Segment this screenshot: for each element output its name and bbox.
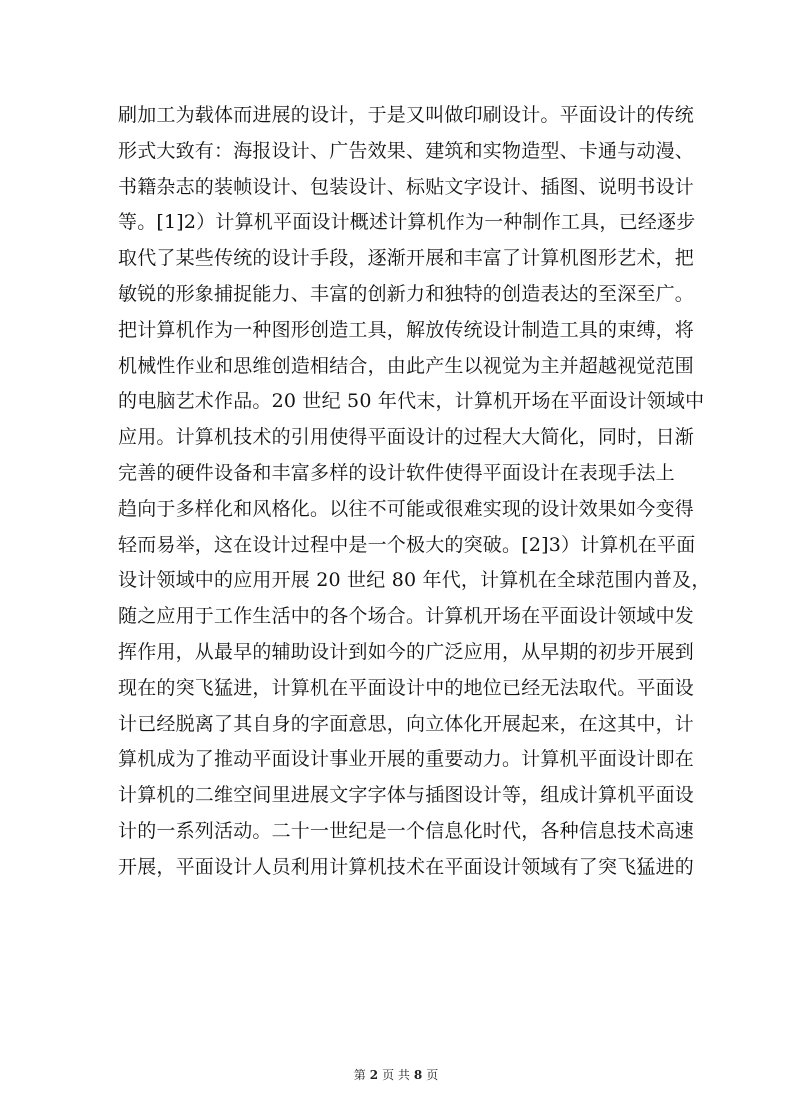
text-line: 书籍杂志的装帧设计、包装设计、标贴文字设计、插图、说明书设计 (118, 175, 695, 198)
text-line: 计的一系列活动。二十一世纪是一个信息化时代，各种信息技术高速 (118, 819, 695, 842)
body-text (118, 98, 711, 886)
text-line: 挥作用，从最早的辅助设计到如今的广泛应用，从早期的初步开展到 (118, 640, 695, 663)
text-line: 趋向于多样化和风格化。以往不可能或很难实现的设计效果如今变得 (118, 497, 695, 520)
page-label-prefix: 第 (353, 1068, 366, 1082)
text-line: 机械性作业和思维创造相结合，由此产生以视觉为主并超越视觉范围 (118, 354, 695, 377)
text-line: 把计算机作为一种图形创造工具，解放传统设计制造工具的束缚，将 (118, 318, 695, 341)
page-footer (0, 1066, 792, 1083)
text-line: 的电脑艺术作品。20 世纪 50 年代末，计算机开场在平面设计领域中 (118, 390, 705, 413)
text-line: 现在的突飞猛进，计算机在平面设计中的地位已经无法取代。平面设 (118, 676, 695, 699)
text-line: 等。[1]2）计算机平面设计概述计算机作为一种制作工具，已经逐步 (118, 211, 696, 234)
text-line: 计已经脱离了其自身的字面意思，向立体化开展起来，在这其中，计 (118, 712, 695, 735)
text-line: 设计领域中的应用开展 20 世纪 80 年代，计算机在全球范围内普及， (118, 569, 711, 592)
text-line: 应用。计算机技术的引用使得平面设计的过程大大简化，同时，日渐 (118, 426, 695, 449)
current-page-number: 2 (369, 1068, 379, 1082)
text-line: 完善的硬件设备和丰富多样的设计软件使得平面设计在表现手法上 (118, 461, 675, 484)
text-line: 取代了某些传统的设计手段，逐渐开展和丰富了计算机图形艺术，把 (118, 247, 695, 270)
page-label-mid: 页 共 (382, 1068, 410, 1082)
text-line: 轻而易举，这在设计过程中是一个极大的突破。[2]3）计算机在平面 (118, 533, 696, 556)
text-line: 计算机的二维空间里进展文字字体与插图设计等，组成计算机平面设 (118, 784, 695, 807)
text-line: 算机成为了推动平面设计事业开展的重要动力。计算机平面设计即在 (118, 748, 695, 771)
text-line: 刷加工为载体而进展的设计，于是又叫做印刷设计。平面设计的传统 (118, 104, 695, 126)
page-label-suffix: 页 (426, 1068, 439, 1082)
text-line: 敏锐的形象捕捉能力、丰富的创新力和独特的创造表达的至深至广。 (118, 282, 695, 305)
total-pages-number: 8 (413, 1068, 423, 1082)
text-line: 开展，平面设计人员利用计算机技术在平面设计领域有了突飞猛进的 (118, 855, 695, 878)
text-line: 随之应用于工作生活中的各个场合。计算机开场在平面设计领域中发 (118, 605, 695, 628)
text-line: 形式大致有：海报设计、广告效果、建筑和实物造型、卡通与动漫、 (118, 139, 695, 162)
